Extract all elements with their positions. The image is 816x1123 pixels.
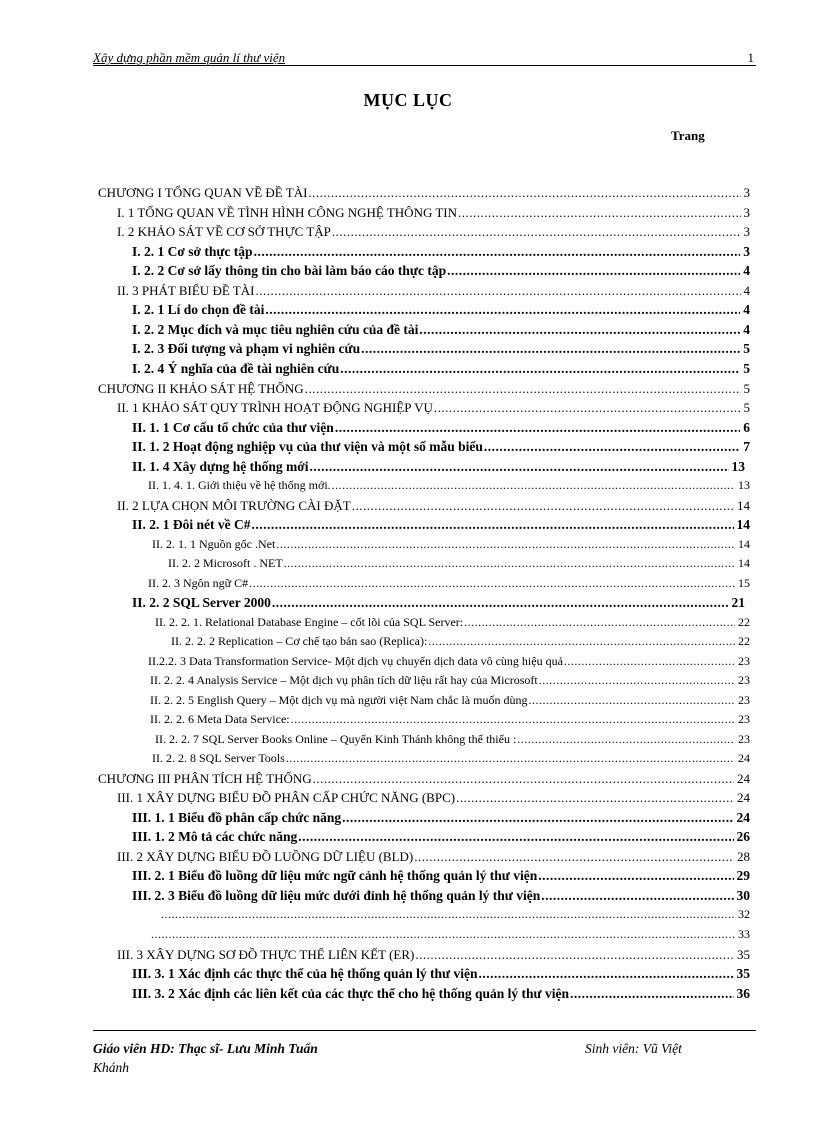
toc-entry-label: II. 2. 2. 8 SQL Server Tools (152, 751, 285, 765)
toc-entry[interactable] (132, 320, 750, 339)
toc-entry[interactable] (132, 457, 745, 476)
toc-entry-label: II. 2. 2. 5 English Query – Một dịch vụ mà người việt Nam chắc là muốn dùng (150, 693, 528, 707)
toc-entry-page: 23 (738, 673, 750, 687)
toc-entry[interactable] (132, 593, 745, 612)
toc-dot-leader (265, 300, 740, 319)
toc-entry-page: 30 (736, 888, 750, 903)
toc-entry[interactable] (150, 710, 750, 729)
toc-entry-label: CHƯƠNG III PHÂN TÍCH HỆ THỐNG (98, 771, 312, 786)
toc-entry-page: 28 (737, 849, 750, 864)
toc-entry-label: I. 1 TỔNG QUAN VỀ TÌNH HÌNH CÔNG NGHỆ THÔNG TIN (117, 205, 458, 220)
toc-dot-leader (255, 281, 740, 300)
toc-entry-page: 14 (738, 556, 750, 570)
toc-entry[interactable] (132, 515, 750, 534)
toc-dot-leader (541, 886, 733, 905)
toc-entry-page: 3 (743, 224, 750, 239)
toc-entry[interactable] (132, 866, 750, 885)
toc-entry-page: 23 (738, 654, 750, 668)
toc-entry[interactable] (132, 984, 750, 1003)
toc-entry[interactable] (132, 808, 750, 827)
toc-entry[interactable] (98, 379, 750, 398)
toc-entry-label: III. 1. 1 Biểu đồ phân cấp chức năng (132, 810, 342, 825)
toc-entry-label: III. 3 XÂY DỰNG SƠ ĐỒ THỰC THỂ LIÊN KẾT (ER) (117, 947, 415, 962)
toc-dot-leader (305, 379, 741, 398)
toc-dot-leader (335, 418, 740, 437)
toc-entry[interactable] (98, 769, 750, 788)
toc-entry-page: 15 (738, 576, 750, 590)
toc-entry-label: I. 2. 4 Ý nghĩa của đề tài nghiên cứu (132, 361, 340, 376)
toc-dot-leader (308, 183, 740, 202)
toc-dot-leader (252, 515, 734, 534)
toc-entry-page: 24 (738, 751, 750, 765)
toc-entry-page: 14 (737, 498, 750, 513)
toc-entry[interactable] (152, 535, 750, 554)
toc-dot-leader (352, 496, 734, 515)
toc-dot-leader (286, 749, 735, 768)
toc-entry[interactable] (150, 691, 750, 710)
page-header (93, 50, 756, 66)
toc-entry-page: 35 (736, 966, 750, 981)
toc-entry-page: 6 (743, 420, 750, 435)
toc-dot-leader (464, 613, 735, 632)
toc-entry[interactable] (150, 671, 750, 690)
toc-dot-leader (332, 476, 735, 495)
toc-entry-label: I. 2. 2 Cơ sở lấy thông tin cho bài làm báo cáo thực tập (132, 263, 447, 278)
toc-dot-leader (254, 242, 741, 261)
toc-dot-leader (151, 925, 735, 944)
toc-dot-leader (309, 457, 728, 476)
toc-dot-leader (517, 730, 735, 749)
toc-entry-label: II. 2. 1 Đôi nét về C# (132, 517, 251, 532)
toc-entry-page: 4 (743, 283, 750, 298)
toc-entry-page: 14 (738, 537, 750, 551)
footer-student: Sinh viên: Vũ Việt (585, 1041, 682, 1056)
toc-entry-label: II. 2. 1. 1 Nguồn gốc .Net (152, 537, 276, 551)
toc-dot-leader (428, 632, 735, 651)
toc-dot-leader (298, 827, 733, 846)
toc-entry[interactable] (148, 476, 750, 495)
header-page-number: 1 (747, 50, 754, 65)
toc-entry-label: II. 1. 2 Hoạt động nghiệp vụ của thư viện và một số mẫu biểu (132, 439, 483, 454)
toc-entry-label: III. 3. 2 Xác định các liên kết của các thực thể cho hệ thống quản lý thư viện (132, 986, 569, 1001)
toc-entry-label: II. 2. 2. 4 Analysis Service – Một dịch vụ phân tích dữ liệu rất hay của Microsoft (150, 673, 538, 687)
toc-entry-page: 29 (736, 868, 750, 883)
toc-entry-page: 23 (738, 712, 750, 726)
toc-entry-page: 23 (738, 732, 750, 746)
toc-entry-label: II. 1. 1 Cơ cấu tổ chức của thư viện (132, 420, 334, 435)
toc-entry[interactable] (132, 886, 750, 905)
toc-entry-label: II. 2. 2. 2 Replication – Cơ chế tạo bản sao (Replica): (171, 634, 428, 648)
toc-entry-page: 4 (743, 302, 750, 317)
toc-entry[interactable] (171, 632, 750, 651)
toc-entry-label: II. 2. 2. 7 SQL Server Books Online – Quyển Kinh Thánh không thể thiếu : (155, 732, 517, 746)
toc-entry[interactable] (148, 574, 750, 593)
toc-dot-leader (484, 437, 740, 456)
toc-entry-page: 3 (743, 205, 750, 220)
toc-entry-label: I. 2. 3 Đối tượng và phạm vi nghiên cứu (132, 341, 361, 356)
toc-dot-leader (284, 554, 735, 573)
toc-entry-page: 13 (731, 459, 745, 474)
toc-dot-leader (456, 788, 734, 807)
toc-entry-label: II. 2. 2. 1. Relational Database Engine – cốt lõi của SQL Server: (155, 615, 464, 629)
toc-entry[interactable] (117, 281, 750, 300)
toc-dot-leader (272, 593, 729, 612)
toc-entry[interactable] (132, 418, 750, 437)
toc-entry-label: II.2.2. 3 Data Transformation Service- Một dịch vụ chuyển dịch data vô cùng hiệu quả (148, 654, 563, 668)
toc-entry-page: 23 (738, 693, 750, 707)
toc-entry-label: I. 2. 1 Lí do chọn đề tài (132, 302, 265, 317)
toc-entry-page: 35 (737, 947, 750, 962)
toc-entry-page: 5 (743, 400, 750, 415)
toc-entry-page: 5 (743, 381, 750, 396)
toc-entry-label: II. 1. 4 Xây dựng hệ thống mới (132, 459, 309, 474)
toc-dot-leader (161, 905, 735, 924)
toc-entry-page: 5 (743, 341, 750, 356)
toc-entry[interactable] (148, 652, 750, 671)
toc-dot-leader (458, 203, 740, 222)
toc-dot-leader (276, 535, 735, 554)
toc-entry[interactable] (117, 847, 750, 866)
toc-entry[interactable] (117, 203, 750, 222)
toc-entry-label: III. 1 XÂY DỰNG BIỂU ĐỒ PHÂN CẤP CHỨC NĂNG (BPC) (117, 790, 456, 805)
toc-dot-leader (414, 847, 734, 866)
toc-entry[interactable] (132, 437, 750, 456)
toc-entry-label: II. 1. 4. 1. Giới thiệu về hệ thống mới. (148, 478, 331, 492)
toc-entry-page: 32 (738, 907, 750, 921)
toc-entry[interactable] (117, 788, 750, 807)
toc-dot-leader (538, 866, 733, 885)
toc-entry-label: CHƯƠNG II KHẢO SÁT HỆ THỐNG (98, 381, 304, 396)
toc-entry[interactable] (132, 242, 750, 261)
toc-entry-label: III. 2. 3 Biểu đồ luồng dữ liệu mức dưới đỉnh hệ thống quản lý thư viện (132, 888, 541, 903)
toc-entry-label: I. 2. 1 Cơ sở thực tập (132, 244, 253, 259)
toc-entry[interactable] (132, 827, 750, 846)
toc-entry-page: 13 (738, 478, 750, 492)
footer-supervisor: Giáo viên HD: Thạc sĩ- Lưu Minh Tuấn (93, 1041, 318, 1056)
toc-entry[interactable] (152, 749, 750, 768)
toc-entry[interactable] (132, 261, 750, 280)
toc-entry-page: 24 (737, 771, 750, 786)
toc-dot-leader (419, 320, 740, 339)
toc-entry[interactable] (132, 359, 750, 378)
toc-entry-page: 3 (743, 244, 750, 259)
toc-entry-label: III. 1. 2 Mô tả các chức năng (132, 829, 298, 844)
toc-entry[interactable] (117, 945, 750, 964)
toc-dot-leader (332, 222, 741, 241)
toc-entry-label: I. 2. 2 Mục đích và mục tiêu nghiên cứu của đề tài (132, 322, 419, 337)
toc-dot-leader (313, 769, 734, 788)
toc-entry-page: 4 (743, 322, 750, 337)
toc-entry-page: 21 (731, 595, 745, 610)
toc-entry-label: I. 2 KHẢO SÁT VỀ CƠ SỞ THỰC TẬP (117, 224, 331, 239)
toc-entry-page: 24 (737, 790, 750, 805)
toc-entry-label: II. 2. 2. 6 Meta Data Service: (150, 712, 290, 726)
toc-entry[interactable] (168, 554, 750, 573)
toc-entry-page: 4 (743, 263, 750, 278)
toc-entry-page: 24 (736, 810, 750, 825)
page-column-label: Trang (671, 128, 705, 143)
toc-entry-page: 5 (743, 361, 750, 376)
toc-entry-label: II. 3 PHÁT BIỂU ĐỀ TÀI (117, 283, 255, 298)
toc-dot-leader (434, 398, 741, 417)
toc-entry[interactable] (117, 222, 750, 241)
toc-dot-leader (342, 808, 733, 827)
toc-entry[interactable] (132, 339, 750, 358)
toc-entry-page: 33 (738, 927, 750, 941)
toc-dot-leader (291, 710, 735, 729)
toc-dot-leader (415, 945, 734, 964)
toc-dot-leader (570, 984, 734, 1003)
toc-entry[interactable] (117, 496, 750, 515)
toc-entry[interactable] (132, 300, 750, 319)
toc-entry-label: III. 3. 1 Xác định các thực thể của hệ thống quản lý thư viện (132, 966, 478, 981)
toc-entry-label: III. 2. 1 Biểu đồ luồng dữ liệu mức ngữ cảnh hệ thống quản lý thư viện (132, 868, 538, 883)
toc-entry[interactable] (160, 905, 750, 924)
toc-entry-label: II. 2. 3 Ngôn ngữ C# (148, 576, 249, 590)
toc-entry-page: 36 (736, 986, 750, 1001)
toc-entry[interactable] (155, 730, 750, 749)
toc-entry-page: 7 (743, 439, 750, 454)
toc-entry-label: III. 2 XÂY DỰNG BIỂU ĐỒ LUỒNG DỮ LIỆU (BLD) (117, 849, 414, 864)
toc-entry-label: II. 2. 2 SQL Server 2000 (132, 595, 271, 610)
toc-entry-page: 26 (736, 829, 750, 844)
toc-entry[interactable] (117, 398, 750, 417)
toc-dot-leader (564, 652, 735, 671)
header-rule (93, 65, 756, 66)
toc-dot-leader (361, 339, 740, 358)
toc-entry[interactable] (98, 183, 750, 202)
toc-entry-label: II. 1 KHẢO SÁT QUY TRÌNH HOẠT ĐỘNG NGHIỆP VỤ (117, 400, 433, 415)
toc-entry-label: II. 2. 2 Microsoft . NET (168, 556, 283, 570)
toc-entry-label: II. 2 LỰA CHỌN MÔI TRƯỜNG CÀI ĐẶT (117, 498, 351, 513)
toc-dot-leader (447, 261, 740, 280)
toc-dot-leader (539, 671, 735, 690)
toc-entry[interactable] (155, 613, 750, 632)
header-title: Xây dựng phần mềm quản lí thư viện (93, 50, 286, 65)
toc-entry-page: 22 (738, 615, 750, 629)
footer-rule (93, 1030, 756, 1031)
toc-entry-page: 14 (736, 517, 750, 532)
toc-dot-leader (340, 359, 740, 378)
toc-dot-leader (528, 691, 735, 710)
toc-entry[interactable] (150, 925, 750, 944)
toc-entry[interactable] (132, 964, 750, 983)
toc-dot-leader (479, 964, 734, 983)
toc-dot-leader (249, 574, 735, 593)
toc-entry-label: CHƯƠNG I TỔNG QUAN VỀ ĐỀ TÀI (98, 185, 308, 200)
document-title: MỤC LỤC (363, 90, 453, 110)
toc-entry-page: 3 (743, 185, 750, 200)
footer-student-name-cont: Khánh (93, 1060, 130, 1075)
toc-entry-page: 22 (738, 634, 750, 648)
